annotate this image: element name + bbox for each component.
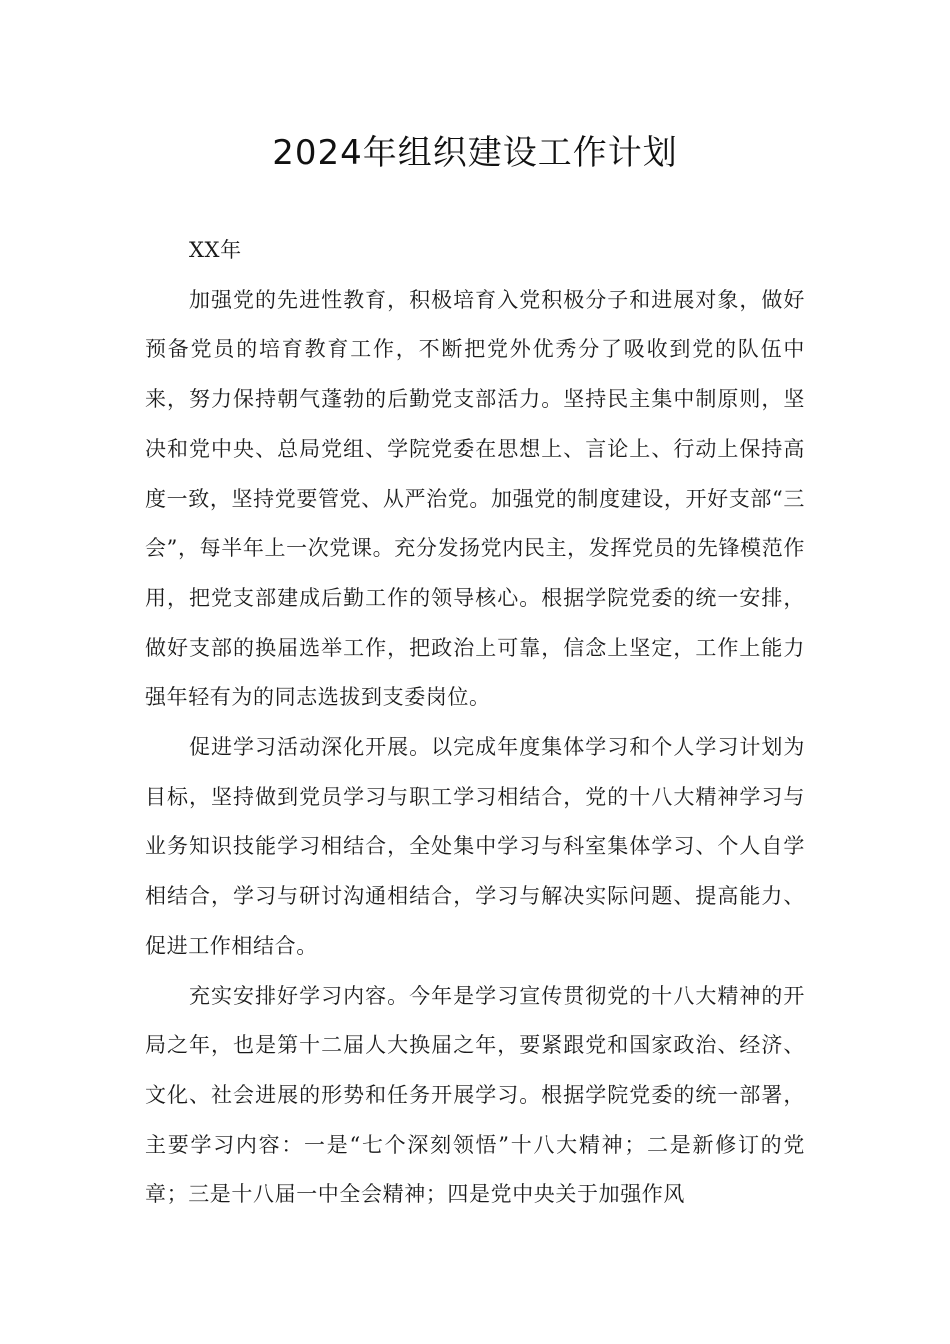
paragraph-party-education: 加强党的先进性教育，积极培育入党积极分子和进展对象，做好预备党员的培育教育工作，不断把党外优秀分了吸收到党的队伍中来，努力保持朝气蓬勃的后勤党支部活力。坚持民主集中制原则，坚决和党中央、总局党组、学院党委在思想上、言论上、行动上保持高度一致，坚持党要管党、从严治党。加强党的制度建设，开好支部“三会”，每半年上一次党课。充分发扬党内民主，发挥党员的先锋模范作用，把党支部建成后勤工作的领导核心。根据学院党委的统一安排，做好支部的换届选举工作，把政治上可靠，信念上坚定，工作上能力强年轻有为的同志选拔到支委岗位。 xyxy=(145,287,805,710)
paragraph-study-content: 充实安排好学习内容。今年是学习宣传贯彻党的十八大精神的开局之年，也是第十二届人大换届之年，要紧跟党和国家政治、经济、文化、社会进展的形势和任务开展学习。根据学院党委的统一部署，主要学习内容：一是“七个深刻领悟”十八大精神；二是新修订的党章；三是十八届一中全会精神；四是党中央关于加强作风 xyxy=(145,983,805,1207)
date-line: XX年 xyxy=(189,238,242,262)
document-body xyxy=(145,226,805,1220)
paragraph-study-activities: 促进学习活动深化开展。以完成年度集体学习和个人学习计划为目标，坚持做到党员学习与职工学习相结合，党的十八大精神学习与业务知识技能学习相结合，全处集中学习与科室集体学习、个人自学相结合，学习与研讨沟通相结合，学习与解决实际问题、提高能力、促进工作相结合。 xyxy=(145,735,805,958)
document-title: 2024年组织建设工作计划 xyxy=(272,133,678,173)
